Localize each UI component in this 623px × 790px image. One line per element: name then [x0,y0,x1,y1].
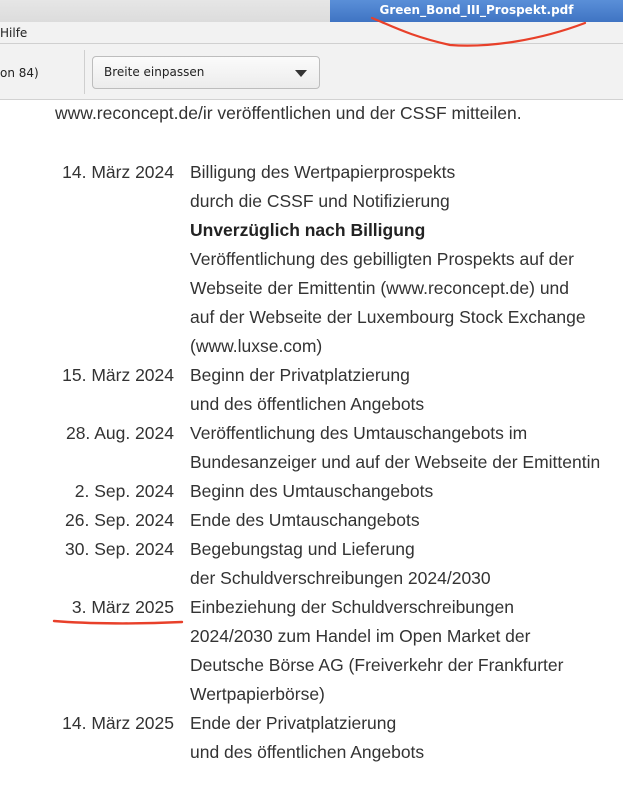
schedule-line: Einbeziehung der Schuldverschreibungen [190,597,514,617]
schedule-line: Wertpapierbörse) [190,684,325,704]
schedule-line: Ende der Privatplatzierung [190,713,397,733]
chevron-down-icon [295,70,307,77]
schedule-date: 30. Sep. 2024 [65,539,174,559]
schedule-description [190,506,620,535]
schedule-line: und des öffentlichen Angebots [190,742,425,762]
toolbar [0,44,623,100]
schedule-description [190,361,620,419]
schedule-line: Beginn der Privatplatzierung [190,365,410,385]
schedule-line: auf der Webseite der Luxembourg Stock Exchange [190,307,586,327]
schedule-date: 2. Sep. 2024 [74,481,174,501]
menu-bar [0,22,623,44]
schedule-heading: Unverzüglich nach Billigung [190,220,426,240]
title-bar [0,0,623,22]
schedule-line: Deutsche Börse AG (Freiverkehr der Frankfurter [190,655,564,675]
schedule-date: 28. Aug. 2024 [65,423,174,443]
schedule-date: 26. Sep. 2024 [65,510,174,530]
menu-help[interactable]: Hilfe [0,26,28,40]
intro-line: www.reconcept.de/ir veröffentlichen und der CSSF mitteilen. [55,103,522,123]
schedule-date: 14. März 2025 [62,713,174,733]
schedule-line: Webseite der Emittentin (www.reconcept.de) und [190,278,570,298]
schedule-date: 15. März 2024 [62,365,174,385]
schedule-description [190,419,620,477]
zoom-selected-value: Breite einpassen [104,65,205,79]
schedule-description [190,535,620,593]
schedule-date: 14. März 2024 [62,162,174,182]
schedule-line: Veröffentlichung des Umtauschangebots im [190,423,528,443]
schedule-line: (www.luxse.com) [190,336,323,356]
document-page [0,100,623,790]
schedule-description [190,158,620,216]
schedule-line: und des öffentlichen Angebots [190,394,425,414]
schedule-line: durch die CSSF und Notifizierung [190,191,450,211]
schedule-line: der Schuldverschreibungen 2024/2030 [190,568,491,588]
schedule-line: Bundesanzeiger und auf der Webseite der Emittentin [190,452,601,472]
schedule-description [190,216,620,361]
schedule-line: Beginn des Umtauschangebots [190,481,434,501]
page-count-label: on 84) [0,66,39,80]
schedule-line: 2024/2030 zum Handel im Open Market der [190,626,531,646]
zoom-dropdown[interactable] [92,56,320,89]
schedule-line: Veröffentlichung des gebilligten Prospekts auf der [190,249,574,269]
schedule-description [190,593,620,709]
schedule-line: Billigung des Wertpapierprospekts [190,162,456,182]
schedule-line: Ende des Umtauschangebots [190,510,420,530]
schedule-description [190,477,620,506]
toolbar-separator [84,50,85,94]
schedule-description [190,709,620,767]
window-title: Green_Bond_III_Prospekt.pdf [379,3,574,17]
title-strip [330,0,623,22]
schedule-date: 3. März 2025 [71,597,174,617]
schedule-line: Begebungstag und Lieferung [190,539,415,559]
